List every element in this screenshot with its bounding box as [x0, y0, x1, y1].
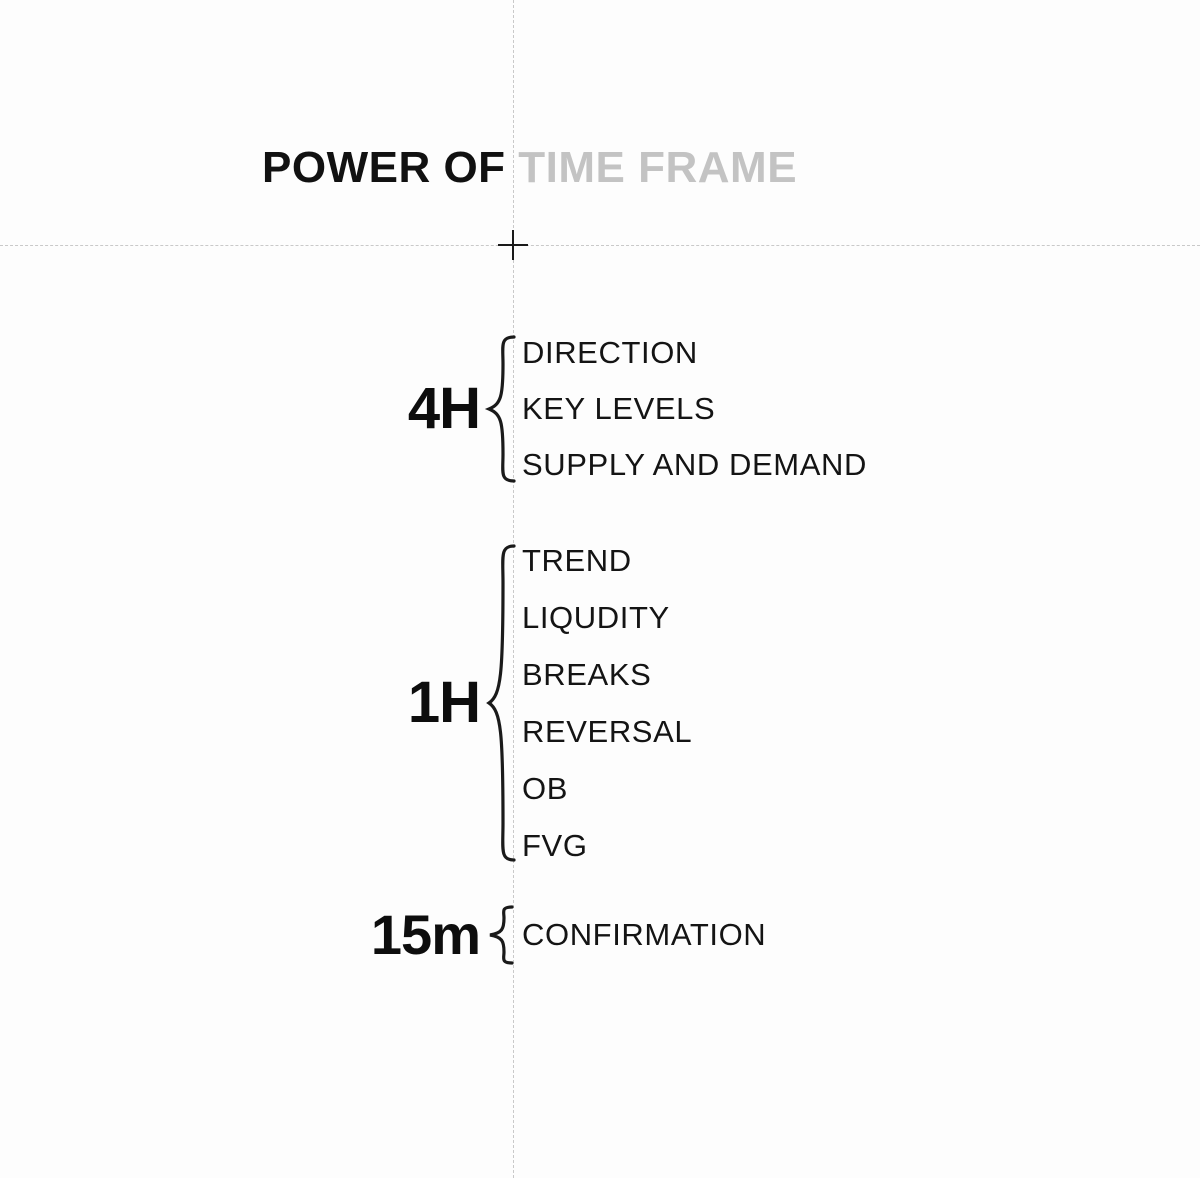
timeframe-label-4h: 4H: [407, 376, 480, 441]
timeframe-items-15m: [522, 900, 766, 970]
timeframe-group-4h: [300, 325, 867, 493]
timeframe-items-4h: [522, 325, 867, 493]
timeframe-group-15m: [300, 900, 766, 970]
curly-brace-icon: [480, 904, 522, 966]
list-item: BREAKS: [522, 657, 652, 692]
timeframe-group-1h: [300, 532, 692, 874]
list-item: SUPPLY AND DEMAND: [522, 447, 867, 482]
list-item: TREND: [522, 543, 632, 578]
curly-brace-icon: [480, 543, 522, 863]
list-item: DIRECTION: [522, 335, 698, 370]
list-item: OB: [522, 771, 568, 806]
timeframe-items-1h: [522, 532, 692, 874]
list-item: KEY LEVELS: [522, 391, 716, 426]
crosshair-marker-icon: [498, 230, 528, 260]
list-item: LIQUDITY: [522, 600, 670, 635]
page-title-muted: TIME FRAME: [518, 143, 798, 192]
list-item: REVERSAL: [522, 714, 693, 749]
page-title: [262, 143, 797, 193]
timeframe-label-15m: 15m: [370, 903, 480, 966]
curly-brace-icon: [480, 334, 522, 484]
timeframe-label-1h: 1H: [407, 670, 480, 735]
horizontal-guide-line: [0, 245, 1200, 246]
list-item: CONFIRMATION: [522, 917, 767, 952]
list-item: FVG: [522, 828, 588, 863]
page-title-strong: POWER OF: [262, 143, 519, 192]
